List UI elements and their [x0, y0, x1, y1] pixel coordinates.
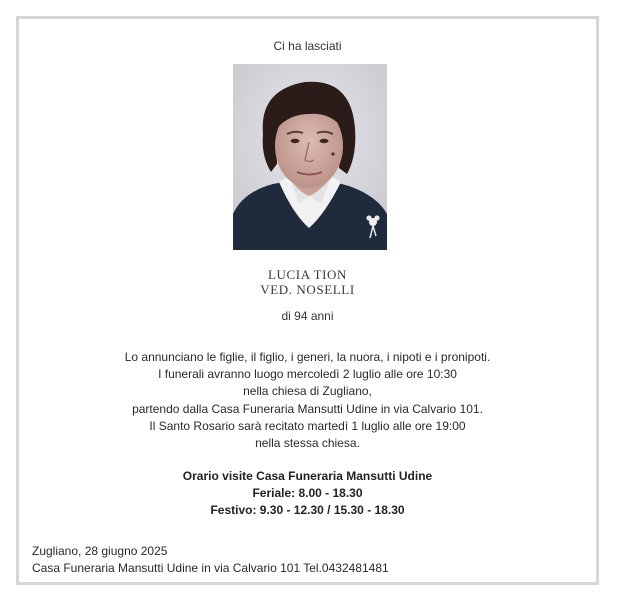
visiting-hours-holiday: Festivo: 9.30 - 12.30 / 15.30 - 18.30 [210, 503, 405, 517]
portrait-photo-icon [233, 64, 387, 250]
portrait-photo [233, 64, 387, 250]
deceased-name-line2: VED. NOSELLI [260, 282, 355, 297]
announcement-text [19, 349, 596, 452]
visiting-hours [19, 468, 596, 519]
notice-heading: Ci ha lasciati [273, 39, 342, 53]
announcement-line: partendo dalla Casa Funeraria Mansutti Udine in via Calvario 101. [132, 401, 483, 416]
funeral-agency: Casa Funeraria Mansutti Udine in via Calvario 101 Tel.0432481481 [32, 561, 389, 575]
announcement-line: Lo annunciano le figlie, il figlio, i generi, la nuora, i nipoti e i pronipoti. [124, 350, 491, 364]
deceased-age: di 94 anni [281, 309, 334, 323]
obituary-card [16, 16, 599, 585]
notice-footer [32, 543, 389, 577]
announcement-line: I funerali avranno luogo mercoledì 2 luglio alle ore 10:30 [158, 367, 457, 382]
deceased-name [19, 267, 596, 297]
announcement-line: nella stessa chiesa. [255, 436, 360, 451]
announcement-line: Il Santo Rosario sarà recitato martedì 1 luglio alle ore 19:00 [149, 418, 466, 433]
deceased-name-line1: LUCIA TION [267, 267, 348, 282]
place-date: Zugliano, 28 giugno 2025 [32, 544, 168, 558]
announcement-line: nella chiesa di Zugliano, [243, 384, 372, 399]
visiting-hours-weekday: Feriale: 8.00 - 18.30 [252, 486, 363, 500]
visiting-hours-title: Orario visite Casa Funeraria Mansutti Udine [182, 469, 433, 483]
